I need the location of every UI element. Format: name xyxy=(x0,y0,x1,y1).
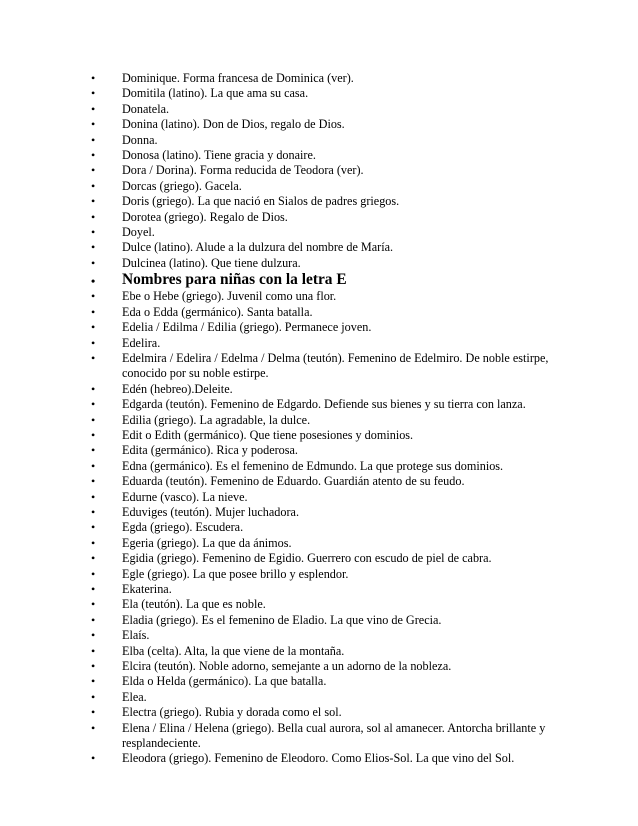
section-heading-text: Nombres para niñas con la letra E xyxy=(122,271,347,289)
list-item-text: Elaís. xyxy=(122,628,150,643)
list-item-text: Dorotea (griego). Regalo de Dios. xyxy=(122,209,288,224)
list-item xyxy=(91,179,551,194)
list-item-text: Doyel. xyxy=(122,225,155,240)
list-item-text: Ebe o Hebe (griego). Juvenil como una flor. xyxy=(122,289,337,304)
bullet-icon: • xyxy=(91,255,96,270)
bullet-icon: • xyxy=(91,520,96,535)
list-item-text: Eduarda (teutón). Femenino de Eduardo. Guardián atento de su feudo. xyxy=(122,474,465,489)
bullet-icon: • xyxy=(91,443,96,458)
list-item xyxy=(91,443,551,458)
list-item-text: Edurne (vasco). La nieve. xyxy=(122,489,248,504)
bullet-icon: • xyxy=(91,705,96,720)
bullet-icon: • xyxy=(91,148,96,163)
list-item-text: Eduviges (teutón). Mujer luchadora. xyxy=(122,504,300,519)
bullet-icon: • xyxy=(91,720,96,735)
list-item xyxy=(91,148,551,163)
list-item xyxy=(91,256,551,271)
bullet-icon: • xyxy=(91,751,96,766)
list-item-text: Edit o Edith (germánico). Que tiene posesiones y dominios. xyxy=(122,427,414,442)
list-item xyxy=(91,536,551,551)
list-item xyxy=(91,351,551,382)
list-item-text: Dora / Dorina). Forma reducida de Teodora (ver). xyxy=(122,163,364,178)
list-item-text: Edna (germánico). Es el femenino de Edmundo. La que protege sus dominios. xyxy=(122,458,504,473)
list-item-text: Dulcinea (latino). Que tiene dulzura. xyxy=(122,255,301,270)
list-item-text: Edilia (griego). La agradable, la dulce. xyxy=(122,412,311,427)
list-item xyxy=(91,613,551,628)
bullet-icon: • xyxy=(91,643,96,658)
list-item-text: Egidia (griego). Femenino de Egidio. Guerrero con escudo de piel de cabra. xyxy=(122,551,492,566)
bullet-icon: • xyxy=(91,209,96,224)
bullet-icon: • xyxy=(91,582,96,596)
list-item xyxy=(91,289,551,304)
list-item xyxy=(91,644,551,659)
list-item xyxy=(91,490,551,505)
bullet-icon: • xyxy=(91,335,96,350)
bullet-icon: • xyxy=(91,535,96,550)
list-item-text: Edén (hebreo).Deleite. xyxy=(122,381,233,396)
bullet-icon: • xyxy=(91,628,96,643)
list-item xyxy=(91,751,551,766)
bullet-icon: • xyxy=(91,458,96,473)
bullet-icon: • xyxy=(91,225,96,240)
bullet-icon: • xyxy=(91,689,96,704)
list-item xyxy=(91,240,551,255)
list-item xyxy=(91,210,551,225)
list-item xyxy=(91,133,551,148)
list-item xyxy=(91,520,551,535)
list-item-text: Ekaterina. xyxy=(122,582,172,596)
list-item-text: Elba (celta). Alta, la que viene de la montaña. xyxy=(122,643,345,658)
list-item xyxy=(91,597,551,612)
list-item-text: Edelmira / Edelira / Edelma / Delma (teutón). Femenino de Edelmiro. De noble estirpe, conocido por su noble estirpe. xyxy=(122,350,549,381)
list-item xyxy=(91,225,551,240)
list-item xyxy=(91,194,551,209)
list-item xyxy=(91,721,551,752)
bullet-icon: • xyxy=(91,178,96,193)
bullet-icon: • xyxy=(91,289,96,304)
list-item xyxy=(91,71,551,86)
bullet-icon: • xyxy=(91,612,96,627)
bullet-icon: • xyxy=(91,101,96,116)
list-item-text: Edelia / Edilma / Edilia (griego). Permanece joven. xyxy=(122,320,372,335)
list-item-text: Domitila (latino). La que ama su casa. xyxy=(122,86,309,101)
bullet-icon: • xyxy=(91,71,96,85)
list-item-text: Eleodora (griego). Femenino de Eleodoro. Como Elios-Sol. La que vino del Sol. xyxy=(122,751,515,766)
list-item-text: Eda o Edda (germánico). Santa batalla. xyxy=(122,304,313,319)
list-item-text: Donatela. xyxy=(122,101,170,116)
bullet-icon: • xyxy=(91,86,96,101)
list-item-text: Egle (griego). La que posee brillo y esplendor. xyxy=(122,566,349,581)
list-item-text: Donina (latino). Don de Dios, regalo de Dios. xyxy=(122,117,345,132)
list-item-text: Donna. xyxy=(122,132,158,147)
list-item-text: Edita (germánico). Rica y poderosa. xyxy=(122,443,298,458)
bullet-icon: • xyxy=(91,117,96,132)
list-item xyxy=(91,474,551,489)
list-item xyxy=(91,413,551,428)
list-item-text: Egda (griego). Escudera. xyxy=(122,520,244,535)
list-item-text: Ela (teutón). La que es noble. xyxy=(122,597,266,612)
list-item-text: Dulce (latino). Alude a la dulzura del nombre de María. xyxy=(122,240,394,255)
list-item xyxy=(91,705,551,720)
list-item xyxy=(91,690,551,705)
bullet-icon: • xyxy=(91,304,96,319)
list-item-text: Dorcas (griego). Gacela. xyxy=(122,178,242,193)
list-item-text: Edgarda (teutón). Femenino de Edgardo. Defiende sus bienes y su tierra con lanza. xyxy=(122,397,526,412)
bullet-icon: • xyxy=(91,381,96,396)
bullet-icon: • xyxy=(91,597,96,612)
bullet-icon: • xyxy=(91,659,96,674)
list-item-text: Elda o Helda (germánico). La que batalla. xyxy=(122,674,327,689)
bullet-icon: • xyxy=(91,412,96,427)
list-item xyxy=(91,459,551,474)
bullet-icon: • xyxy=(91,474,96,489)
bullet-icon: • xyxy=(91,551,96,566)
list-item xyxy=(91,428,551,443)
list-item xyxy=(91,382,551,397)
list-item xyxy=(91,336,551,351)
list-item-text: Elea. xyxy=(122,689,147,704)
bullet-icon: • xyxy=(91,132,96,147)
list-item xyxy=(91,102,551,117)
bullet-icon: • xyxy=(91,320,96,335)
names-bullet-list xyxy=(91,71,551,767)
list-item xyxy=(91,117,551,132)
bullet-icon: • xyxy=(91,397,96,412)
bullet-icon: • xyxy=(91,427,96,442)
bullet-icon: • xyxy=(91,504,96,519)
bullet-icon: • xyxy=(91,194,96,209)
list-item xyxy=(91,163,551,178)
bullet-icon: • xyxy=(91,274,96,289)
list-item xyxy=(91,628,551,643)
list-item xyxy=(91,397,551,412)
bullet-icon: • xyxy=(91,566,96,581)
list-item xyxy=(91,305,551,320)
section-heading-item xyxy=(91,271,551,289)
list-item-text: Elena / Elina / Helena (griego). Bella cual aurora, sol al amanecer. Antorcha brillante y resplandeciente. xyxy=(122,720,546,751)
list-item xyxy=(91,505,551,520)
bullet-icon: • xyxy=(91,240,96,255)
list-item-text: Doris (griego). La que nació en Sialos de padres griegos. xyxy=(122,194,400,209)
bullet-icon: • xyxy=(91,350,96,365)
bullet-icon: • xyxy=(91,674,96,689)
list-item xyxy=(91,320,551,335)
list-item xyxy=(91,674,551,689)
list-item xyxy=(91,86,551,101)
list-item-text: Egeria (griego). La que da ánimos. xyxy=(122,535,292,550)
list-item-text: Dominique. Forma francesa de Dominica (ver). xyxy=(122,71,354,85)
list-item xyxy=(91,551,551,566)
list-item-text: Donosa (latino). Tiene gracia y donaire. xyxy=(122,148,316,163)
list-item-text: Edelira. xyxy=(122,335,161,350)
list-item-text: Electra (griego). Rubia y dorada como el sol. xyxy=(122,705,342,720)
list-item xyxy=(91,582,551,597)
list-item-text: Elcira (teutón). Noble adorno, semejante a un adorno de la nobleza. xyxy=(122,659,452,674)
bullet-icon: • xyxy=(91,163,96,178)
bullet-icon: • xyxy=(91,489,96,504)
list-item-text: Eladia (griego). Es el femenino de Eladio. La que vino de Grecia. xyxy=(122,612,442,627)
list-item xyxy=(91,567,551,582)
list-item xyxy=(91,659,551,674)
